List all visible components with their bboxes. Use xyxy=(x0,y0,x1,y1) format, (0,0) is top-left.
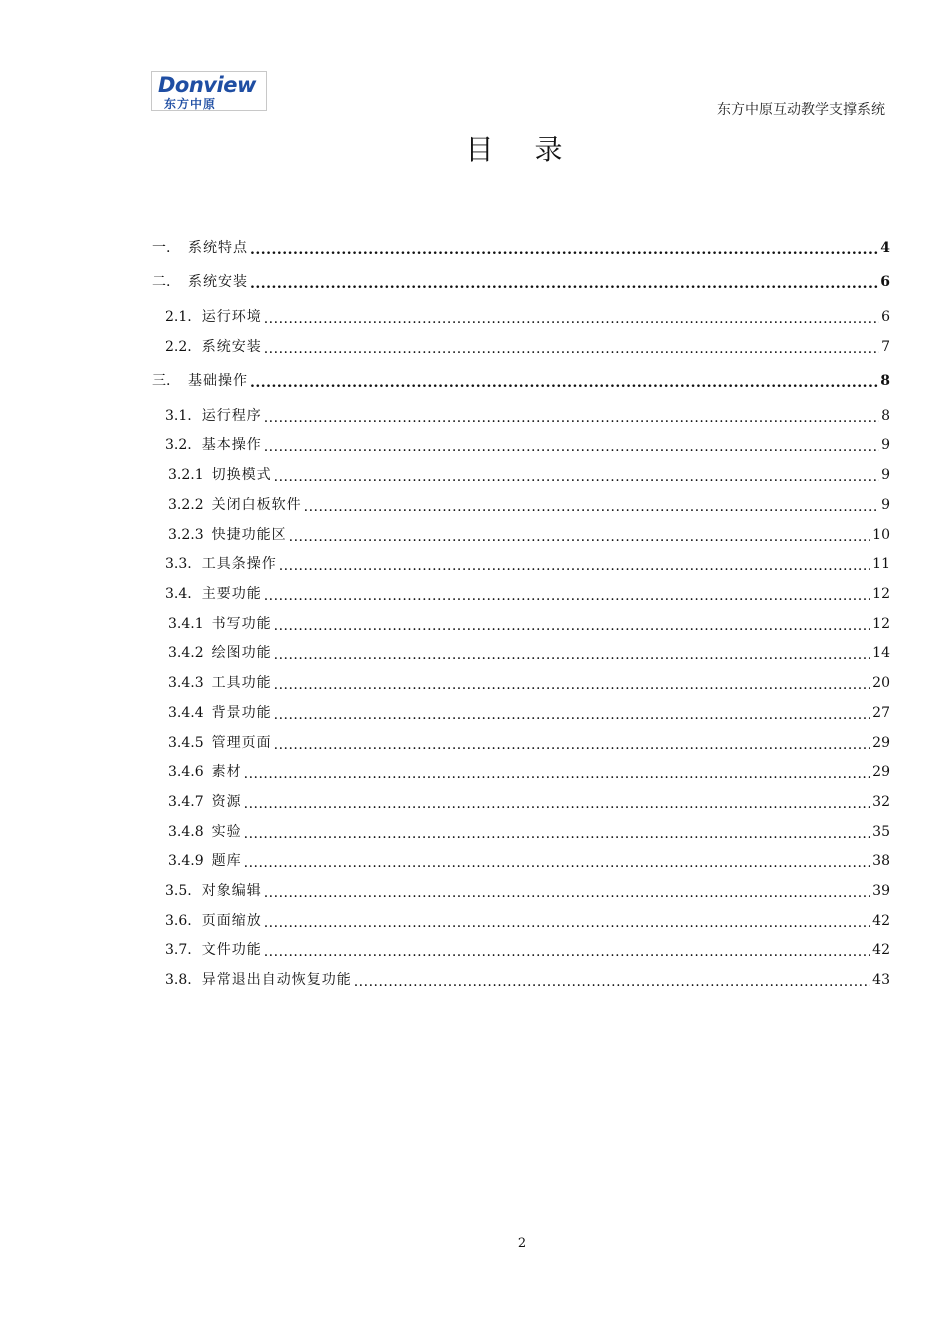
toc-entry[interactable] xyxy=(168,851,890,871)
toc-leader-dots xyxy=(304,497,879,517)
toc-entry[interactable] xyxy=(168,822,890,842)
toc-entry[interactable] xyxy=(165,881,890,901)
toc-entry-page: 8 xyxy=(881,408,890,424)
toc-entry-page: 43 xyxy=(872,972,890,988)
toc-entry-label: 关闭白板软件 xyxy=(211,497,302,513)
toc-leader-dots xyxy=(289,527,871,547)
toc-entry[interactable] xyxy=(165,911,890,931)
toc-entry-number: 三. xyxy=(152,373,171,389)
toc-entry-label: 基本操作 xyxy=(201,437,262,453)
toc-entry-number: 3.4.7 xyxy=(168,794,204,810)
toc-leader-dots xyxy=(264,883,870,903)
toc-title: 目 录 xyxy=(465,133,579,166)
toc-entry[interactable] xyxy=(168,703,890,723)
toc-entry-page: 7 xyxy=(881,339,890,355)
toc-entry-number: 3.4.6 xyxy=(168,764,204,780)
toc-leader-dots xyxy=(244,764,871,784)
toc-entry-number: 3.4.5 xyxy=(168,735,204,751)
toc-entry-label: 页面缩放 xyxy=(201,913,262,929)
toc-leader-dots xyxy=(274,645,871,665)
toc-entry-page: 29 xyxy=(872,735,890,751)
toc-entry-number: 3.6. xyxy=(165,913,192,929)
toc-entry[interactable] xyxy=(165,435,890,455)
toc-entry-number: 3.2.3 xyxy=(168,527,204,543)
toc-leader-dots xyxy=(354,972,870,992)
toc-entry-number: 3.2. xyxy=(165,437,192,453)
toc-leader-dots xyxy=(274,675,871,695)
toc-entry-label: 切换模式 xyxy=(211,467,272,483)
toc-entry-label: 对象编辑 xyxy=(201,883,262,899)
toc-entry-number: 3.4.8 xyxy=(168,824,204,840)
toc-entry-number: 3.7. xyxy=(165,942,192,958)
toc-entry[interactable] xyxy=(168,525,890,545)
toc-entry[interactable] xyxy=(168,643,890,663)
toc-entry[interactable] xyxy=(165,940,890,960)
toc-entry-number: 3.4.4 xyxy=(168,705,204,721)
toc-entry-label: 实验 xyxy=(211,824,242,840)
toc-entry-page: 20 xyxy=(872,675,890,691)
toc-entry-page: 32 xyxy=(872,794,890,810)
toc-entry-number: 一. xyxy=(152,240,171,256)
toc-entry-number: 二. xyxy=(152,274,171,290)
toc-leader-dots xyxy=(250,240,878,260)
toc-entry-label: 书写功能 xyxy=(211,616,272,632)
toc-entry[interactable] xyxy=(168,792,890,812)
toc-entry-page: 14 xyxy=(872,645,890,661)
toc-leader-dots xyxy=(274,705,871,725)
toc-entry-number: 3.8. xyxy=(165,972,192,988)
toc-entry-number: 3.4. xyxy=(165,586,192,602)
toc-entry-label: 运行环境 xyxy=(201,309,262,325)
toc-entry-page: 38 xyxy=(872,853,890,869)
toc-entry-label: 系统特点 xyxy=(188,240,248,256)
toc-entry-number: 3.5. xyxy=(165,883,192,899)
toc-entry-number: 3.2.2 xyxy=(168,497,204,513)
toc-entry-page: 4 xyxy=(880,240,890,256)
toc-leader-dots xyxy=(279,556,870,576)
page-number: 2 xyxy=(517,1236,527,1251)
toc-entry-number: 3.4.1 xyxy=(168,616,204,632)
toc-leader-dots xyxy=(264,309,879,329)
toc-entry-number: 3.1. xyxy=(165,408,192,424)
toc-entry-number: 2.2. xyxy=(165,339,192,355)
toc-entry-number: 3.2.1 xyxy=(168,467,204,483)
toc-entry-label: 资源 xyxy=(211,794,242,810)
toc-entry[interactable] xyxy=(168,673,890,693)
toc-leader-dots xyxy=(264,942,870,962)
toc-entry[interactable] xyxy=(152,238,890,258)
toc-entry[interactable] xyxy=(165,406,890,426)
toc-entry[interactable] xyxy=(165,584,890,604)
toc-entry-page: 11 xyxy=(872,556,890,572)
toc-entry-number: 2.1. xyxy=(165,309,192,325)
toc-leader-dots xyxy=(264,437,879,457)
toc-entry-page: 9 xyxy=(881,437,890,453)
toc-entry-page: 42 xyxy=(872,942,890,958)
toc-entry-label: 文件功能 xyxy=(201,942,262,958)
toc-entry-page: 27 xyxy=(872,705,890,721)
toc-entry-label: 系统安装 xyxy=(188,274,248,290)
toc-entry-label: 运行程序 xyxy=(201,408,262,424)
toc-entry-label: 素材 xyxy=(211,764,242,780)
toc-entry[interactable] xyxy=(168,465,890,485)
toc-entry-page: 10 xyxy=(872,527,890,543)
toc-entry[interactable] xyxy=(152,272,890,292)
toc-entry[interactable] xyxy=(165,970,890,990)
toc-entry-label: 主要功能 xyxy=(201,586,262,602)
toc-entry[interactable] xyxy=(168,733,890,753)
toc-entry[interactable] xyxy=(152,371,890,391)
toc-entry-label: 管理页面 xyxy=(211,735,272,751)
toc-entry[interactable] xyxy=(165,337,890,357)
toc-entry-label: 快捷功能区 xyxy=(211,527,287,543)
logo-brand-text: Donview xyxy=(158,73,256,97)
toc-leader-dots xyxy=(264,913,870,933)
toc-entry-page: 6 xyxy=(880,274,890,290)
toc-entry-page: 12 xyxy=(872,616,890,632)
toc-leader-dots xyxy=(244,794,871,814)
toc-entry[interactable] xyxy=(168,762,890,782)
toc-entry-number: 3.4.3 xyxy=(168,675,204,691)
toc-entry-label: 绘图功能 xyxy=(211,645,272,661)
toc-leader-dots xyxy=(264,586,870,606)
logo-brand-cn: 东方中原 xyxy=(164,97,217,111)
toc-entry-page: 42 xyxy=(872,913,890,929)
toc-leader-dots xyxy=(264,339,879,359)
toc-leader-dots xyxy=(274,467,879,487)
toc-leader-dots xyxy=(244,853,871,873)
toc-leader-dots xyxy=(244,824,871,844)
toc-leader-dots xyxy=(264,408,879,428)
toc-leader-dots xyxy=(250,274,878,294)
toc-entry-page: 29 xyxy=(872,764,890,780)
toc-entry-label: 工具功能 xyxy=(211,675,272,691)
toc-entry-page: 12 xyxy=(872,586,890,602)
toc-entry-label: 异常退出自动恢复功能 xyxy=(201,972,352,988)
toc-entry-label: 系统安装 xyxy=(201,339,262,355)
header-system-name: 东方中原互动教学支撑系统 xyxy=(717,102,885,118)
toc-entry[interactable] xyxy=(168,495,890,515)
toc-entry-number: 3.4.9 xyxy=(168,853,204,869)
toc-entry[interactable] xyxy=(165,554,890,574)
toc-entry-number: 3.3. xyxy=(165,556,192,572)
toc-entry-label: 工具条操作 xyxy=(201,556,277,572)
toc-entry[interactable] xyxy=(165,307,890,327)
toc-entry-label: 题库 xyxy=(211,853,242,869)
toc-entry-label: 基础操作 xyxy=(188,373,248,389)
toc-entry[interactable] xyxy=(168,614,890,634)
toc-entry-number: 3.4.2 xyxy=(168,645,204,661)
toc-entry-page: 6 xyxy=(881,309,890,325)
toc-leader-dots xyxy=(274,735,871,755)
toc-entry-page: 9 xyxy=(881,497,890,513)
toc-entry-label: 背景功能 xyxy=(211,705,272,721)
toc-leader-dots xyxy=(250,373,878,393)
toc-entry-page: 8 xyxy=(880,373,890,389)
toc-entry-page: 9 xyxy=(881,467,890,483)
toc-entry-page: 35 xyxy=(872,824,890,840)
toc-entry-page: 39 xyxy=(872,883,890,899)
toc-leader-dots xyxy=(274,616,871,636)
